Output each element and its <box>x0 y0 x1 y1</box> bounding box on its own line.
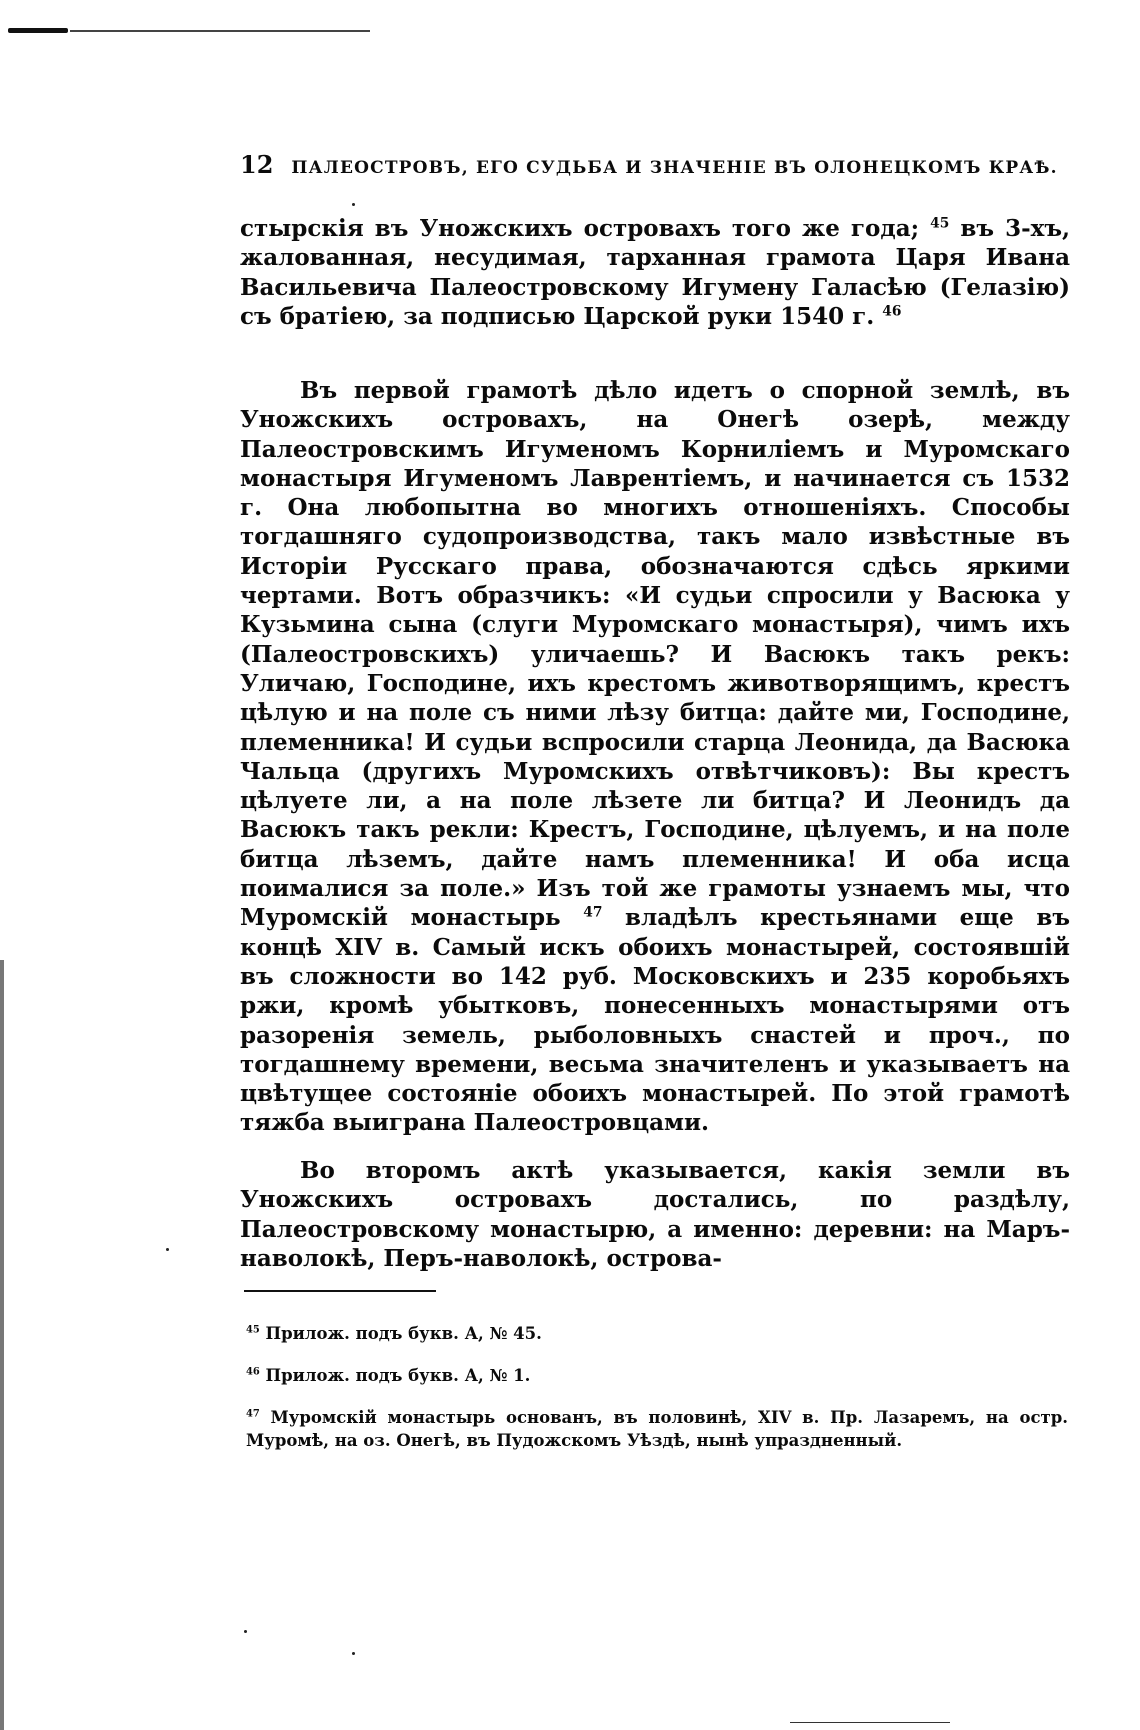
scan-speck <box>244 1630 247 1633</box>
footnote-number: 46 <box>246 1366 260 1378</box>
paragraph-text: Во второмъ актѣ указывается, какія земли въ Уножскихъ островахъ достались, по раздѣлу, Палеостровскому монастырю, а именно: деревни: на Маръ-наволокѣ, Перъ-наволокѣ, острова- <box>240 1157 1070 1272</box>
footnotes <box>246 1322 1068 1471</box>
scan-left-edge <box>0 960 4 1730</box>
running-title: ПАЛЕОСТРОВЪ, ЕГО СУДЬБА И ЗНАЧЕНІЕ ВЪ ОЛОНЕЦКОМЪ КРАѢ. <box>291 158 1058 178</box>
footnote-item <box>246 1364 1068 1387</box>
paragraph-first-charter <box>240 376 1070 1138</box>
footnote-number: 45 <box>246 1324 260 1336</box>
scan-edge-mark <box>8 28 68 33</box>
scan-speck <box>166 1248 169 1251</box>
paragraph-text: Въ первой грамотѣ дѣло идетъ о спорной землѣ, въ Уножскихъ островахъ, на Онегѣ озерѣ, между Палеостровскимъ Игуменомъ Корниліемъ и Муромскаго монастыря Игуменомъ Лаврентіемъ, и начинается съ 1532 г. Она любопытна во многихъ отношеніяхъ. Способы тогдашняго судопроизводства, такъ мало извѣстные въ Исторіи Русскаго права, обозначаются сдѣсь яркими чертами. Вотъ образчикъ: «И судьи спросили у Васюка у Кузьмина сына (слуги Муромскаго монастыря), чимъ ихъ (Палеостровскихъ) уличаешь? И Васюкъ такъ рекъ: Уличаю, Господине, ихъ крестомъ животворящимъ, крестъ цѣлую и на поле съ ними лѣзу битца: дайте ми, Господине, племенника! И судьи вспросили старца Леонида, да Васюка Чальца (другихъ Муромскихъ отвѣтчиковъ): Вы крестъ цѣлуете ли, а на поле лѣзете ли битца? И Леонидъ да Васюкъ такъ рекли: Крестъ, Господине, цѣлуемъ, и на поле битца лѣземъ, дайте намъ племенника! И оба исца поималися за поле.» Изъ той же грамоты узнаемъ мы, что Муромскій монастырь <box>240 377 1070 932</box>
footnote-ref[interactable]: 45 <box>930 215 950 232</box>
scan-speck <box>352 1652 355 1655</box>
footnote-text: Муромскій монастырь основанъ, въ половинѣ, XIV в. Пр. Лазаремъ, на остр. Муромѣ, на оз. Онегѣ, въ Пудожскомъ Уѣздѣ, нынѣ упраздненный. <box>246 1408 1068 1450</box>
paragraph-second-act <box>240 1156 1070 1273</box>
scan-speck <box>352 203 355 206</box>
paragraph-text: владѣлъ крестьянами еще въ концѣ XIV в. Самый искъ обоихъ монастырей, состоявшій въ сложности во 142 руб. Московскихъ и 235 коробьяхъ ржи, кромѣ убытковъ, понесенныхъ монастырями отъ разоренія земель, рыболовныхъ снастей и проч., по тогдашнему времени, весьма значителенъ и указываетъ на цвѣтущее состояніе обоихъ монастырей. По этой грамотѣ тяжба выиграна Палеостровцами. <box>240 904 1070 1137</box>
footnote-ref[interactable]: 46 <box>882 303 902 320</box>
footnote-ref[interactable]: 47 <box>583 904 603 921</box>
footnote-item <box>246 1322 1068 1345</box>
paragraph-continuation <box>240 214 1070 331</box>
paragraph-text: стырскія въ Уножскихъ островахъ того же года; <box>240 215 931 242</box>
footnote-number: 47 <box>246 1408 260 1420</box>
footnote-text: Прилож. подъ букв. А, № 45. <box>265 1324 542 1343</box>
footnote-text: Прилож. подъ букв. А, № 1. <box>265 1366 531 1385</box>
footnote-separator <box>244 1290 436 1292</box>
scan-bottom-line <box>790 1722 950 1723</box>
footnote-item <box>246 1406 1068 1452</box>
scan-edge-line <box>70 30 370 32</box>
page-number: 12 <box>240 150 274 179</box>
paragraph-text: въ 3-хъ, жалованная, несудимая, тарханная грамота Царя Ивана Васильевича Палеостровскому Игумену Галасѣю (Гелазію) съ братіею, за подписью Царской руки 1540 г. <box>240 215 1070 330</box>
running-header <box>240 150 1058 179</box>
